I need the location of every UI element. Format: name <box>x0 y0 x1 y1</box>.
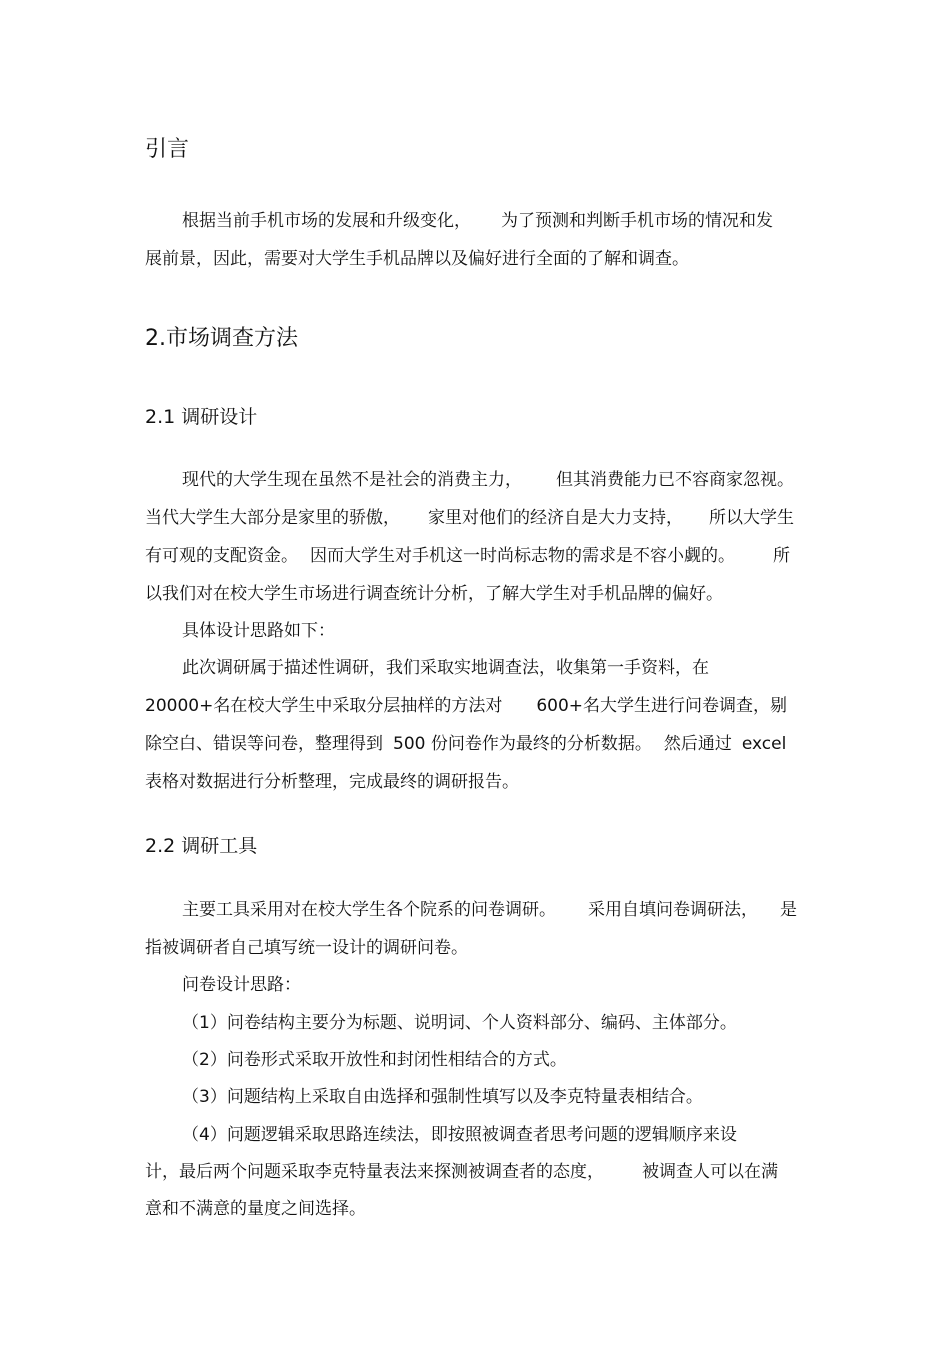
s22-p2: 问卷设计思路： <box>182 975 301 995</box>
s22-item-4: （4）问题逻辑采取思路连续法，即按照被调查者思考问题的逻辑顺序来设 <box>182 1125 737 1145</box>
s21-p3-line-3: 除空白、错误等问卷，整理得到 500 份问卷作为最终的分析数据。 然后通过 excel <box>145 734 787 754</box>
s21-p3-line-1: 此次调研属于描述性调研，我们采取实地调查法，收集第一手资料，在 <box>182 658 709 678</box>
s22-item-1: （1）问卷结构主要分为标题、说明词、个人资料部分、编码、主体部分。 <box>182 1013 737 1033</box>
section-2-heading: 2.市场调查方法 <box>145 326 298 351</box>
s22-item-4-cont-line-2: 意和不满意的量度之间选择。 <box>145 1199 366 1219</box>
s21-p1-line-4: 以我们对在校大学生市场进行调查统计分析，了解大学生对手机品牌的偏好。 <box>145 584 723 604</box>
s21-p2: 具体设计思路如下： <box>182 621 335 641</box>
intro-para-line-2: 展前景，因此，需要对大学生手机品牌以及偏好进行全面的了解和调查。 <box>145 249 689 269</box>
s22-item-4-cont-line-1: 计，最后两个问题采取李克特量表法来探测被调查者的态度， 被调查人可以在满 <box>145 1162 778 1182</box>
s22-item-3: （3）问题结构上采取自由选择和强制性填写以及李克特量表相结合。 <box>182 1087 703 1107</box>
intro-para-line-1: 根据当前手机市场的发展和升级变化， 为了预测和判断手机市场的情况和发 <box>182 211 773 231</box>
section-2-2-heading: 2.2 调研工具 <box>145 835 258 857</box>
s21-p1-line-3: 有可观的支配资金。 因而大学生对手机这一时尚标志物的需求是不容小觑的。 所 <box>145 546 790 566</box>
s21-p3-line-2: 20000+名在校大学生中采取分层抽样的方法对 600+名大学生进行问卷调查，剔 <box>145 696 788 716</box>
s21-p1-line-2: 当代大学生大部分是家里的骄傲， 家里对他们的经济自是大力支持， 所以大学生 <box>145 508 794 528</box>
s22-item-2: （2）问卷形式采取开放性和封闭性相结合的方式。 <box>182 1050 567 1070</box>
s22-p1-line-1: 主要工具采用对在校大学生各个院系的问卷调研。 采用自填问卷调研法， 是 <box>182 900 797 920</box>
s21-p3-line-4: 表格对数据进行分析整理，完成最终的调研报告。 <box>145 772 519 792</box>
section-2-1-heading: 2.1 调研设计 <box>145 406 258 428</box>
s22-p1-line-2: 指被调研者自己填写统一设计的调研问卷。 <box>145 938 468 958</box>
intro-heading: 引言 <box>145 137 190 162</box>
s21-p1-line-1: 现代的大学生现在虽然不是社会的消费主力， 但其消费能力已不容商家忽视。 <box>182 470 794 490</box>
